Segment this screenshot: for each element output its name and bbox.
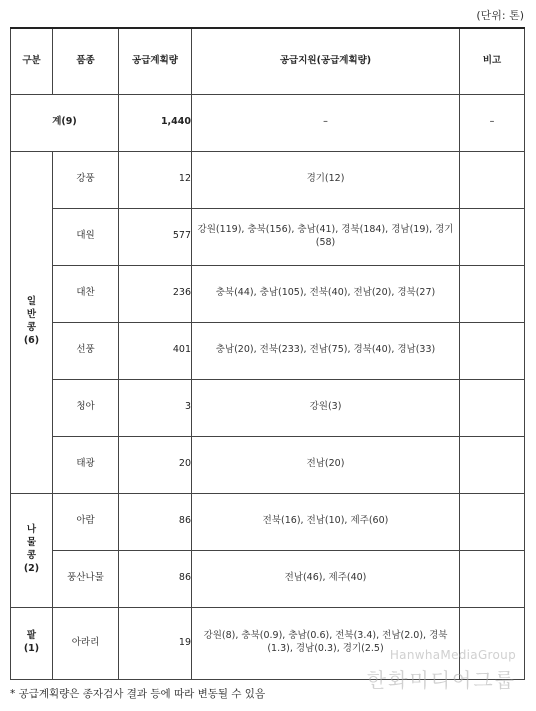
- table-row: [11, 607, 525, 679]
- plan-cell: 236: [119, 265, 192, 322]
- table-row: [11, 379, 525, 436]
- table-row: [11, 436, 525, 493]
- total-note: –: [460, 94, 525, 151]
- plan-cell: 401: [119, 322, 192, 379]
- support-cell: 경기(12): [192, 151, 460, 208]
- variety-cell: 풍산나물: [53, 550, 119, 607]
- watermark-text-ko: 한화미디어그룹: [366, 668, 516, 692]
- plan-cell: 19: [119, 607, 192, 679]
- support-cell: 전남(46), 제주(40): [192, 550, 460, 607]
- header-plan: 공급계획량: [119, 28, 192, 94]
- variety-cell: 대찬: [53, 265, 119, 322]
- note-cell: [460, 265, 525, 322]
- support-cell: 강원(119), 충북(156), 충남(41), 경북(184), 경남(19), 경기(58): [192, 208, 460, 265]
- plan-cell: 86: [119, 550, 192, 607]
- support-cell: 전남(20): [192, 436, 460, 493]
- note-cell: [460, 151, 525, 208]
- group-label-sprout-soybean: 나 물 콩 (2): [11, 493, 53, 607]
- unit-label: (단위: 톤): [476, 9, 524, 22]
- total-support: –: [192, 94, 460, 151]
- note-cell: [460, 607, 525, 679]
- header-note: 비고: [460, 28, 525, 94]
- support-cell: 강원(8), 충북(0.9), 충남(0.6), 전북(3.4), 전남(2.0), 경북(1.3), 경남(0.3), 경기(2.5): [192, 607, 460, 679]
- variety-cell: 선풍: [53, 322, 119, 379]
- note-cell: [460, 322, 525, 379]
- table-row: [11, 550, 525, 607]
- plan-cell: 12: [119, 151, 192, 208]
- variety-cell: 대원: [53, 208, 119, 265]
- total-row: [11, 94, 525, 151]
- variety-cell: 청아: [53, 379, 119, 436]
- plan-cell: 3: [119, 379, 192, 436]
- support-cell: 전북(16), 전남(10), 제주(60): [192, 493, 460, 550]
- support-cell: 충남(20), 전북(233), 전남(75), 경북(40), 경남(33): [192, 322, 460, 379]
- table-row: [11, 322, 525, 379]
- group-label-red-bean: 팥 (1): [11, 607, 53, 679]
- plan-cell: 20: [119, 436, 192, 493]
- note-cell: [460, 208, 525, 265]
- header-category: 구분: [11, 28, 53, 94]
- plan-cell: 577: [119, 208, 192, 265]
- note-cell: [460, 436, 525, 493]
- note-cell: [460, 379, 525, 436]
- footnote: * 공급계획량은 종자검사 결과 등에 따라 변동될 수 있음: [10, 688, 266, 700]
- header-variety: 품종: [53, 28, 119, 94]
- watermark-text-en: HanwhaMediaGroup: [389, 648, 516, 662]
- table-row: [11, 208, 525, 265]
- plan-cell: 86: [119, 493, 192, 550]
- note-cell: [460, 550, 525, 607]
- table-row: [11, 151, 525, 208]
- header-support: 공급지원(공급계획량): [192, 28, 460, 94]
- variety-cell: 아라리: [53, 607, 119, 679]
- note-cell: [460, 493, 525, 550]
- total-label: 계(9): [11, 94, 119, 151]
- support-cell: 충북(44), 충남(105), 전북(40), 전남(20), 경북(27): [192, 265, 460, 322]
- table-row: [11, 493, 525, 550]
- table-row: [11, 265, 525, 322]
- variety-cell: 아람: [53, 493, 119, 550]
- support-cell: 강원(3): [192, 379, 460, 436]
- total-plan: 1,440: [119, 94, 192, 151]
- variety-cell: 태광: [53, 436, 119, 493]
- group-label-general-soybean: 일 반 콩 (6): [11, 151, 53, 493]
- variety-cell: 강풍: [53, 151, 119, 208]
- seed-supply-table: [10, 27, 525, 680]
